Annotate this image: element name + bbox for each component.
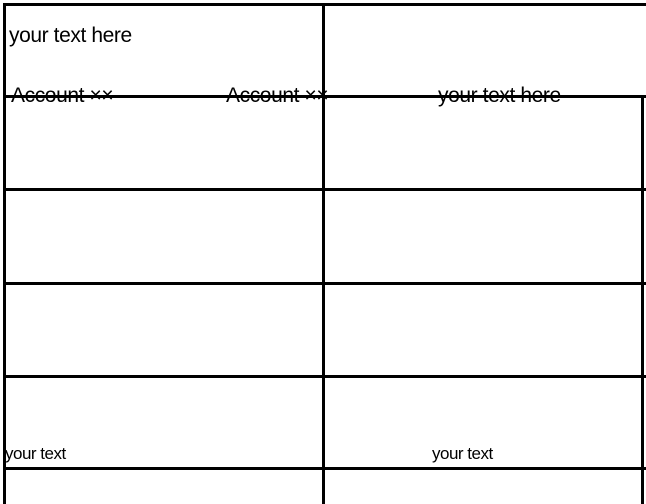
table-left-border	[3, 3, 6, 504]
header-title: your text here	[9, 24, 132, 47]
footer-text-right: your text	[432, 444, 493, 463]
account-label-left: Account ××	[11, 84, 114, 107]
right-column-label: your text here	[438, 84, 561, 107]
account-label-right: Account ××	[226, 84, 329, 107]
footer-text-left: your text	[5, 444, 66, 463]
column-divider	[322, 3, 325, 504]
table-right-border	[641, 95, 644, 504]
